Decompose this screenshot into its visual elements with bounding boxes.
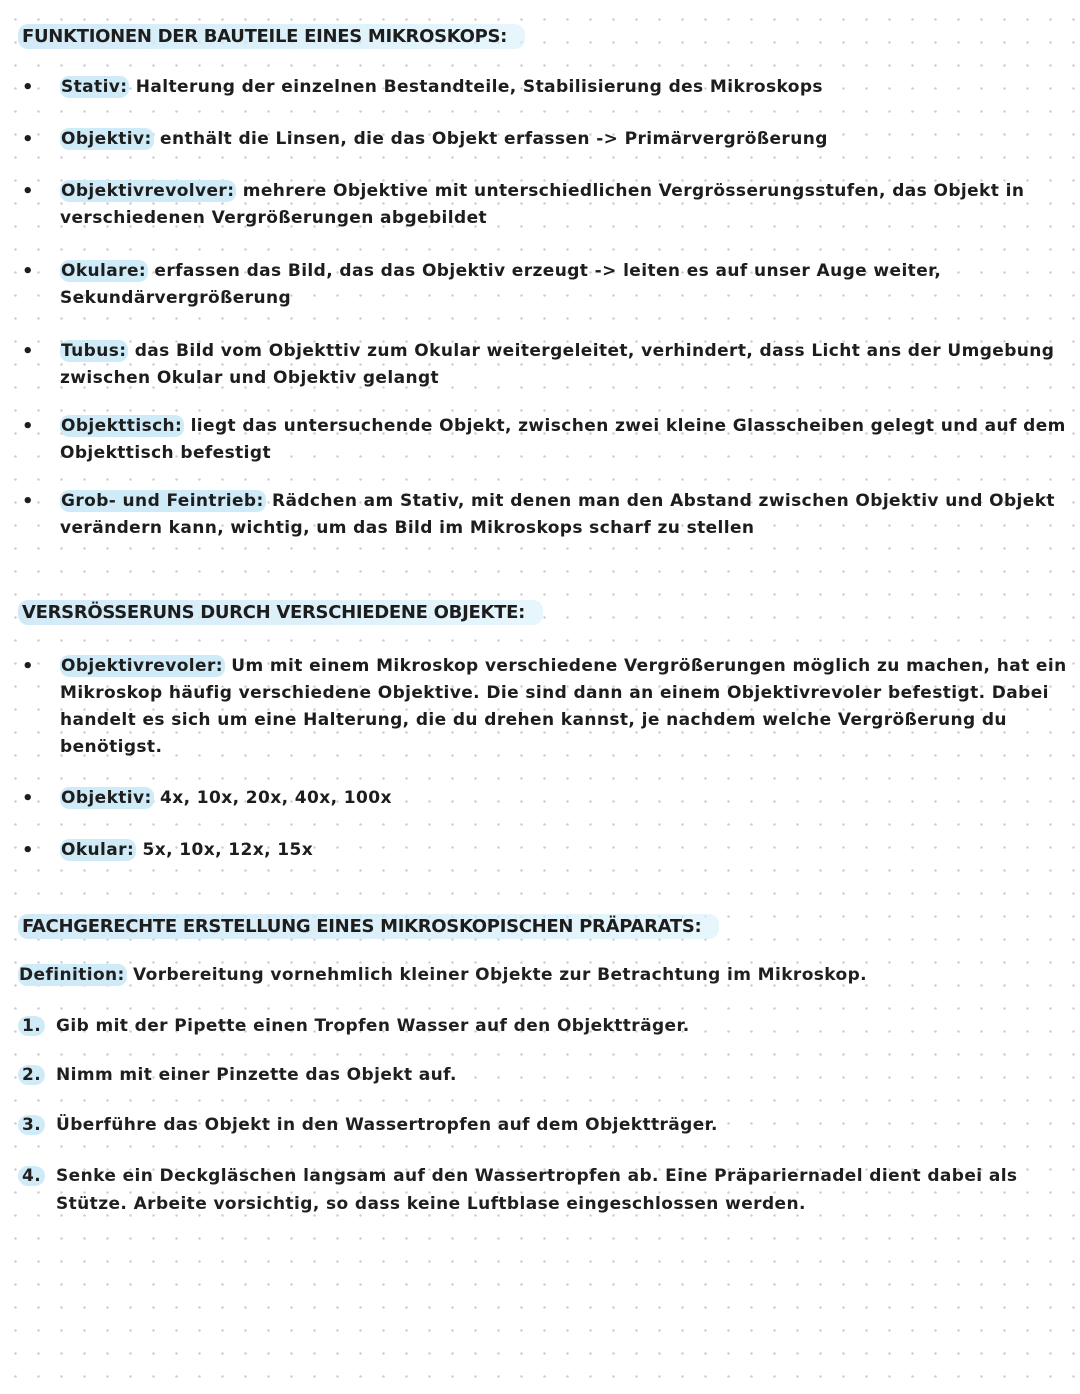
section-heading-text: FUNKTIONEN DER BAUTEILE EINES MIKROSKOPS:: [18, 24, 525, 49]
list-item-text: [60, 488, 1068, 542]
term-label: Objekttisch:: [61, 416, 183, 436]
list-item: [18, 126, 1068, 153]
bullet-icon: •: [22, 261, 34, 282]
bullet-icon: •: [22, 656, 34, 677]
bullet-icon: •: [22, 840, 34, 861]
term-label: Okulare:: [61, 261, 147, 281]
step-number: 3.: [18, 1111, 44, 1139]
bullet-icon: •: [22, 181, 34, 202]
term-label: Okular:: [61, 840, 135, 860]
numbered-step: [18, 1111, 1068, 1139]
list-item-text: [60, 338, 1068, 392]
step-text: Überführe das Objekt in den Wassertropfen auf dem Objektträger.: [56, 1115, 718, 1135]
list-item: [18, 413, 1068, 467]
section-heading-text: VERSRÖSSERUNS DURCH VERSCHIEDENE OBJEKTE:: [18, 600, 543, 625]
numbered-step: [18, 1061, 1068, 1089]
bullet-icon: •: [22, 77, 34, 98]
step-number: 4.: [18, 1162, 44, 1190]
list-item-text: [60, 785, 1068, 812]
list-item: [18, 653, 1068, 761]
definition-term: Definition:: [19, 965, 125, 985]
term-label: Objektivrevoler:: [61, 656, 223, 676]
list-item-text: [60, 653, 1068, 761]
step-text: Senke ein Deckgläschen langsam auf den Wassertropfen ab. Eine Präpariernadel dient dabei als Stütze. Arbeite vorsichtig, so dass keine Luftblase eingeschlossen werden.: [56, 1166, 1018, 1214]
list-item: [18, 258, 1068, 312]
term-label: Objektivrevolver:: [61, 181, 235, 201]
bullet-icon: •: [22, 416, 34, 437]
section-heading-magnification: [18, 602, 543, 623]
list-item-text: [60, 258, 1068, 312]
term-description: mehrere Objektive mit unterschiedlichen Vergrösserungsstufen, das Objekt in verschiedenen Vergrößerungen abgebildet: [60, 181, 1025, 228]
list-item-text: [60, 178, 1068, 232]
list-item: [18, 785, 1068, 812]
numbered-step: [18, 1012, 1068, 1040]
definition-text: Vorbereitung vornehmlich kleiner Objekte zur Betrachtung im Mikroskop.: [126, 965, 868, 985]
term-description: enthält die Linsen, die das Objekt erfassen -> Primärvergrößerung: [153, 129, 828, 149]
term-label: Stativ:: [61, 77, 128, 97]
definition: [18, 962, 1068, 989]
term-description: Halterung der einzelnen Bestandteile, Stabilisierung des Mikroskops: [129, 77, 823, 97]
bullet-icon: •: [22, 129, 34, 150]
list-item: [18, 338, 1068, 392]
term-description: Rädchen am Stativ, mit denen man den Abstand zwischen Objektiv und Objekt verändern kann, wichtig, um das Bild im Mikroskops scharf zu stellen: [60, 491, 1055, 538]
step-text: Gib mit der Pipette einen Tropfen Wasser auf den Objektträger.: [56, 1016, 690, 1036]
term-label: Grob- und Feintrieb:: [61, 491, 264, 511]
step-number: 2.: [18, 1061, 44, 1089]
term-description: liegt das untersuchende Objekt, zwischen zwei kleine Glasscheiben gelegt und auf dem Objekttisch befestigt: [60, 416, 1066, 463]
term-description: das Bild vom Objekttiv zum Okular weitergeleitet, verhindert, dass Licht ans der Umgebung zwischen Okular und Objektiv gelangt: [60, 341, 1055, 388]
term-label: Tubus:: [61, 341, 127, 361]
list-item-text: [60, 837, 1068, 864]
term-label: Objektiv:: [61, 129, 152, 149]
list-item: [18, 488, 1068, 542]
step-text: Nimm mit einer Pinzette das Objekt auf.: [56, 1065, 457, 1085]
term-description: 5x, 10x, 12x, 15x: [136, 840, 314, 860]
list-item-text: [60, 74, 1068, 101]
term-description: erfassen das Bild, das das Objektiv erzeugt -> leiten es auf unser Auge weiter, Sekundärvergrößerung: [60, 261, 942, 308]
numbered-step: [18, 1162, 1068, 1218]
bullet-icon: •: [22, 491, 34, 512]
list-item: [18, 178, 1068, 232]
section-heading-text: FACHGERECHTE ERSTELLUNG EINES MIKROSKOPISCHEN PRÄPARATS:: [18, 914, 719, 939]
list-item: [18, 74, 1068, 101]
term-description: Um mit einem Mikroskop verschiedene Vergrößerungen möglich zu machen, hat ein Mikroskop häufig verschiedene Objektive. Die sind dann an einem Objektivrevoler befestigt. Dabei handelt es sich um eine Halterung, die du drehen kannst, je nachdem welche Vergrößerung du benötigst.: [60, 656, 1067, 757]
list-item: [18, 837, 1068, 864]
section-heading-functions: [18, 26, 525, 47]
list-item-text: [60, 126, 1068, 153]
term-description: 4x, 10x, 20x, 40x, 100x: [153, 788, 392, 808]
term-label: Objektiv:: [61, 788, 152, 808]
section-heading-preparation: [18, 916, 719, 937]
list-item-text: [60, 413, 1068, 467]
bullet-icon: •: [22, 788, 34, 809]
step-number: 1.: [18, 1012, 44, 1040]
bullet-icon: •: [22, 341, 34, 362]
